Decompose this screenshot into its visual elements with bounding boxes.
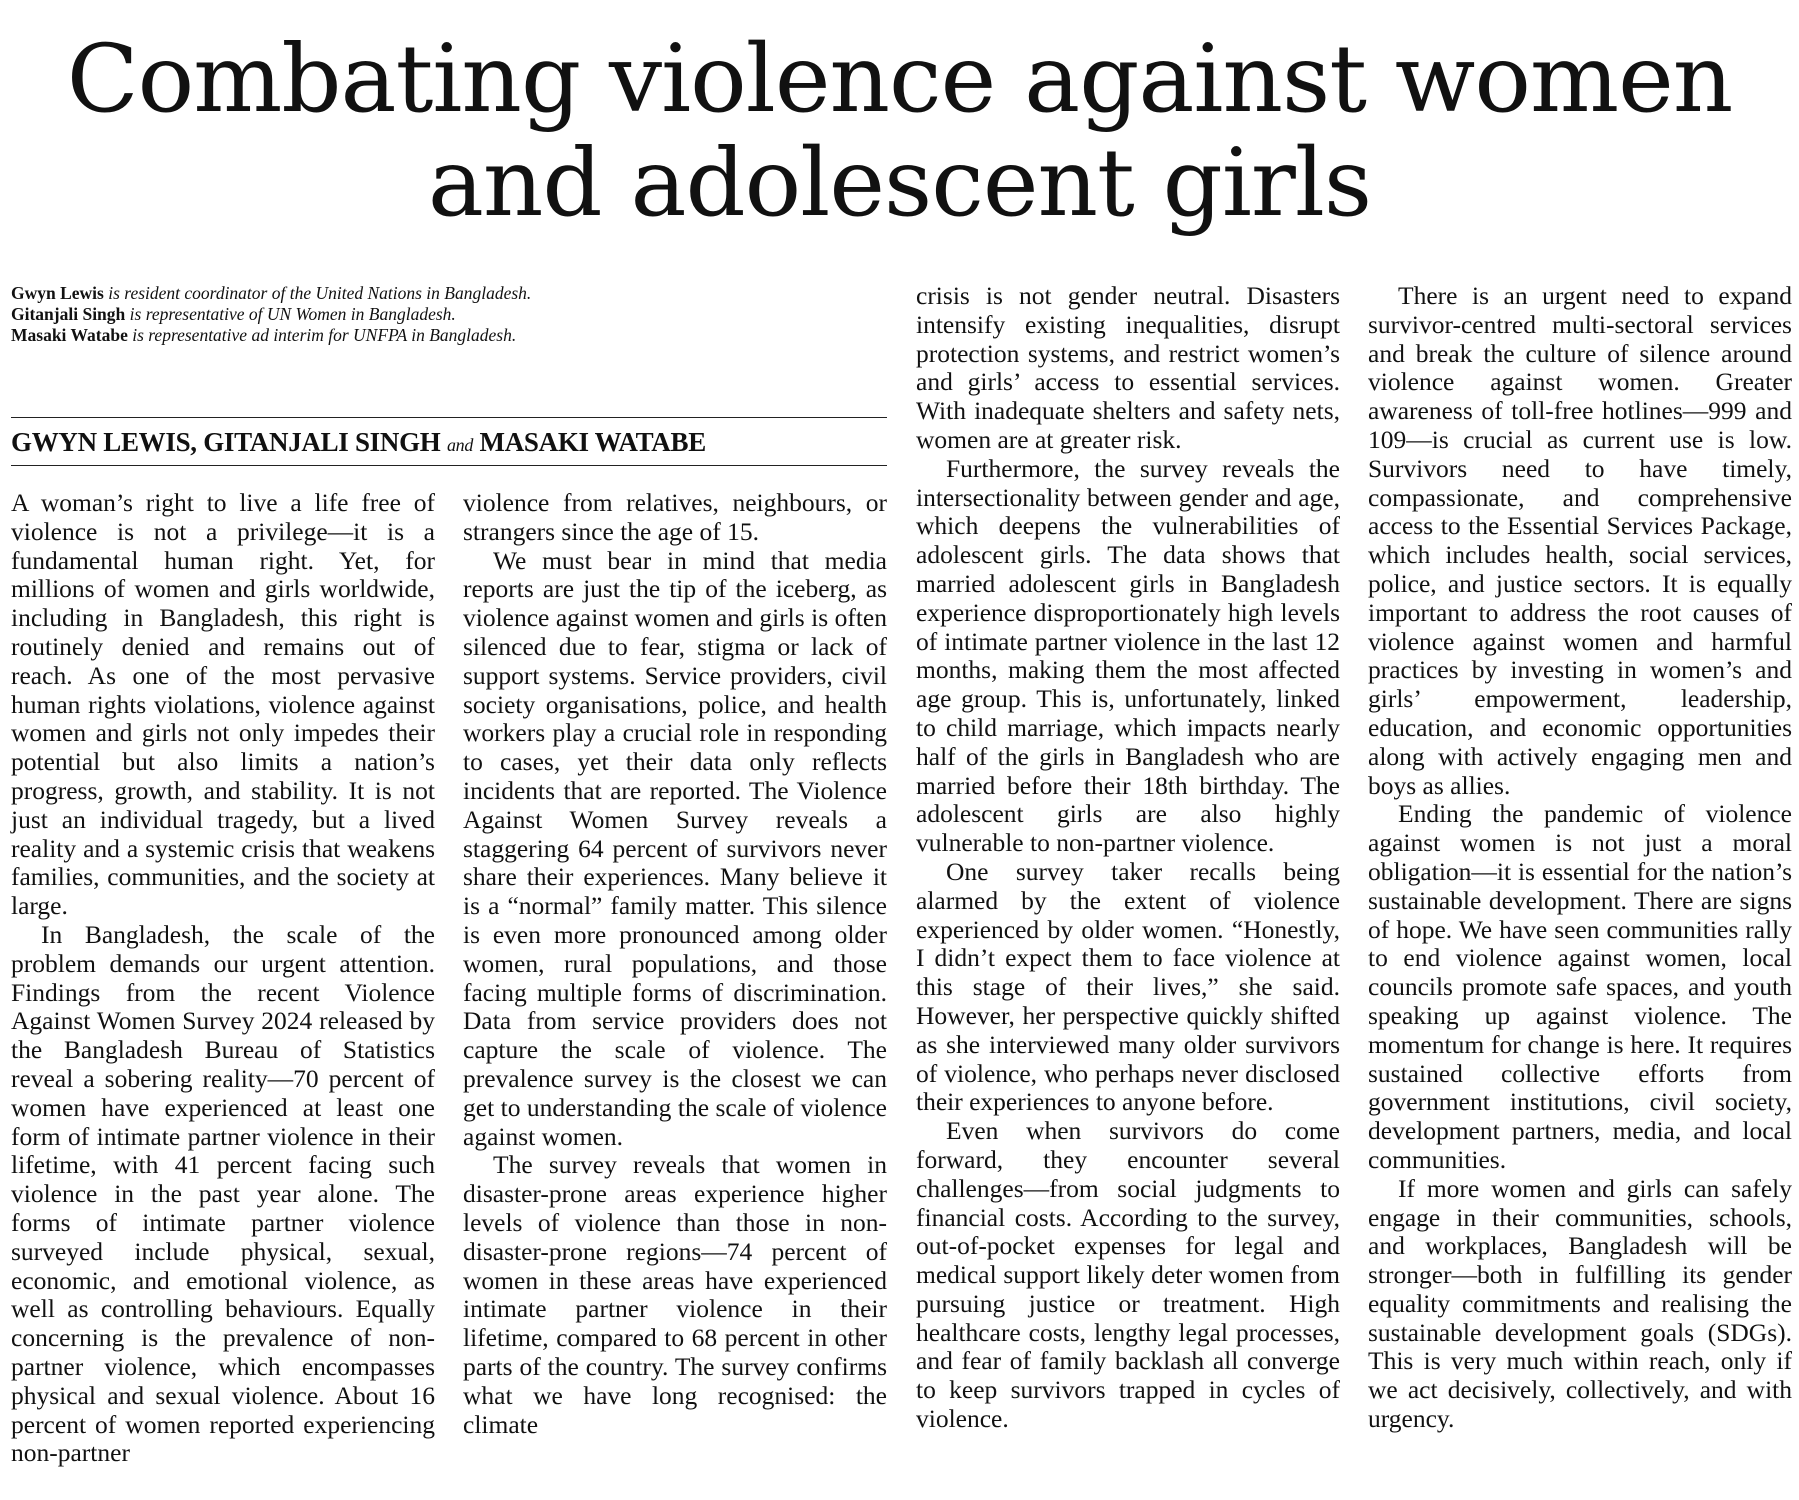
body-paragraph: There is an urgent need to expand survivor-centred multi-sectoral services and break the culture of silence around violence against women. Greater awareness of toll-free hotlines—999 and 109—is crucial as current use is low. Survivors need to have timely, compassionate, and comprehensive access to the Essential Services Package, which includes health, social services, police, and justice sectors. It is equally important to address the root causes of violence against women and harmful practices by investing in women’s and girls’ empowerment, leadership, education, and economic opportunities along with actively engaging men and boys as allies. (1368, 281, 1792, 800)
author-bio (11, 325, 891, 346)
byline-bottom-rule (11, 465, 887, 466)
body-column-2 (463, 489, 887, 1439)
author-bio-name: Masaki Watabe (11, 325, 128, 345)
headline-line-2: and adolescent girls (427, 129, 1372, 238)
article-headline (0, 25, 1799, 238)
body-column-4 (1368, 282, 1792, 1434)
body-paragraph: One survey taker recalls being alarmed by the extent of violence experienced by older women. “Honestly, I didn’t expect them to face violence at this stage of their lives,” she said. However, her perspective quickly shifted as she interviewed many older survivors of violence, who perhaps never disclosed their experiences to anyone before. (916, 856, 1340, 1117)
author-bio-name: Gitanjali Singh (11, 304, 126, 324)
body-paragraph: violence from relatives, neighbours, or strangers since the age of 15. (463, 488, 887, 546)
author-bio-role: is representative ad interim for UNFPA in Bangladesh. (132, 325, 517, 345)
body-paragraph: We must bear in mind that media reports are just the tip of the iceberg, as violence against women and girls is often silenced due to fear, stigma or lack of support systems. Service providers, civil society organisations, police, and health workers play a crucial role in responding to cases, yet their data only reflects incidents that are reported. The Violence Against Women Survey reveals a staggering 64 percent of survivors never share their experiences. Many believe it is a “normal” family matter. This silence is even more pronounced among older women, rural populations, and those facing multiple forms of discrimination. Data from service providers does not capture the scale of violence. The prevalence survey is the closest we can get to understanding the scale of violence against women. (463, 545, 887, 1151)
body-paragraph: Furthermore, the survey reveals the intersectionality between gender and age, which deepens the vulnerabilities of adolescent girls. The data shows that married adolescent girls in Bangladesh experience disproportionately high levels of intimate partner violence in the last 12 months, making them the most affected age group. This is, unfortunately, linked to child marriage, which impacts nearly half of the girls in Bangladesh who are married before their 18th birthday. The adolescent girls are also highly vulnerable to non-partner violence. (916, 453, 1340, 858)
body-column-1 (11, 489, 435, 1468)
byline-top-rule (11, 417, 887, 418)
author-bio-name: Gwyn Lewis (11, 283, 104, 303)
body-paragraph: Ending the pandemic of violence against women is not just a moral obligation—it is essential for the nation’s sustainable development. There are signs of hope. We have seen communities rally to end violence against women, local councils promote safe spaces, and youth speaking up against violence. The momentum for change is here. It requires sustained collective efforts from government institutions, civil society, development partners, media, and local communities. (1368, 799, 1792, 1174)
body-column-3 (916, 282, 1340, 1434)
byline (11, 425, 887, 462)
author-bio (11, 283, 891, 304)
headline-line-1: Combating violence against women (66, 25, 1733, 134)
author-bio-role: is resident coordinator of the United Nations in Bangladesh. (108, 283, 532, 303)
body-paragraph: Even when survivors do come forward, they encounter several challenges—from social judgments to financial costs. According to the survey, out-of-pocket expenses for legal and medical support likely deter women from pursuing justice or treatment. High healthcare costs, lengthy legal processes, and fear of family backlash all converge to keep survivors trapped in cycles of violence. (916, 1116, 1340, 1434)
author-bio-role: is representative of UN Women in Bangladesh. (129, 304, 456, 324)
byline-authors-b: MASAKI WATABE (479, 427, 706, 457)
body-paragraph: A woman’s right to live a life free of violence is not a privilege—it is a fundamental human right. Yet, for millions of women and girls worldwide, including in Bangladesh, this right is routinely denied and remains out of reach. As one of the most pervasive human rights violations, violence against women and girls not only impedes their potential but also limits a nation’s progress, growth, and stability. It is not just an individual tragedy, but a lived reality and a systemic crisis that weakens families, communities, and the society at large. (11, 488, 435, 921)
body-paragraph: If more women and girls can safely engage in their communities, schools, and workplaces, Bangladesh will be stronger—both in fulfilling its gender equality commitments and realising the sustainable development goals (SDGs). This is very much within reach, only if we act decisively, collectively, and with urgency. (1368, 1173, 1792, 1434)
byline-authors-a: GWYN LEWIS, GITANJALI SINGH (11, 427, 441, 457)
body-paragraph: In Bangladesh, the scale of the problem demands our urgent attention. Findings from the recent Violence Against Women Survey 2024 released by the Bangladesh Bureau of Statistics reveal a sobering reality—70 percent of women have experienced at least one form of intimate partner violence in their lifetime, with 41 percent facing such violence in the past year alone. The forms of intimate partner violence surveyed include physical, sexual, economic, and emotional violence, as well as controlling behaviours. Equally concerning is the prevalence of non-partner violence, which encompasses physical and sexual violence. About 16 percent of women reported experiencing non-partner (11, 919, 435, 1468)
body-paragraph: crisis is not gender neutral. Disasters intensify existing inequalities, disrupt protection systems, and restrict women’s and girls’ access to essential services. With inadequate shelters and safety nets, women are at greater risk. (916, 281, 1340, 454)
author-bios (11, 283, 891, 346)
byline-conjunction: and (446, 435, 474, 455)
author-bio (11, 304, 891, 325)
body-paragraph: The survey reveals that women in disaster-prone areas experience higher levels of violence than those in non-disaster-prone regions—74 percent of women in these areas have experienced intimate partner violence in their lifetime, compared to 68 percent in other parts of the country. The survey confirms what we have long recognised: the climate (463, 1150, 887, 1439)
